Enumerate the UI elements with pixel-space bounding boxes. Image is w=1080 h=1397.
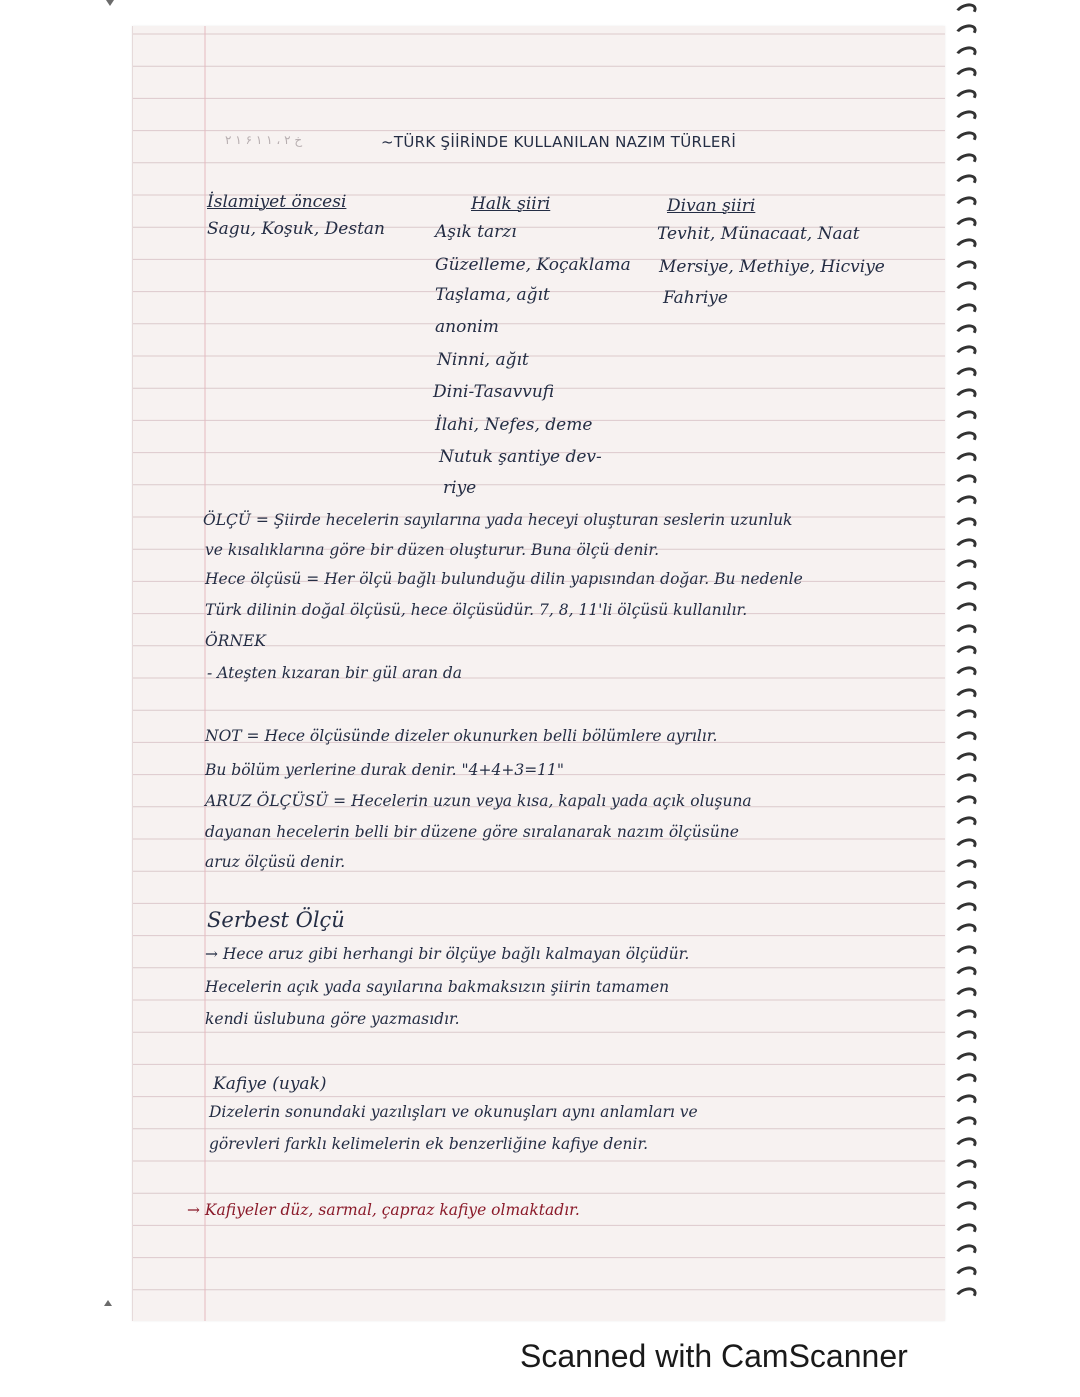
hece-olcusu-line: Hece ölçüsü = Her ölçü bağlı bulunduğu dilin yapısından doğar. Bu nedenle	[205, 570, 803, 588]
aruz-olcusu-line: ARUZ ÖLÇÜSÜ = Hecelerin uzun veya kısa, kapalı yada açık oluşuna	[205, 792, 752, 810]
binding-ring	[953, 1156, 978, 1177]
binding-ring	[953, 407, 978, 428]
binding-ring	[953, 215, 978, 236]
halk-item: Güzelleme, Koçaklama	[435, 255, 631, 275]
kafiye-line: görevleri farklı kelimelerin ek benzerliğine kafiye denir.	[209, 1135, 649, 1153]
binding-ring	[953, 1263, 978, 1284]
binding-ring	[953, 664, 978, 685]
binding-ring	[953, 1113, 978, 1134]
binding-ring	[953, 1220, 978, 1241]
camscanner-watermark: Scanned with CamScanner	[520, 1338, 908, 1374]
binding-ring	[953, 621, 978, 642]
notebook-page	[132, 26, 945, 1321]
halk-item: anonim	[435, 317, 499, 337]
hece-olcusu-line: Türk dilinin doğal ölçüsü, hece ölçüsüdür. 7, 8, 11'li ölçüsü kullanılır.	[205, 601, 748, 619]
binding-ring	[953, 942, 978, 963]
not-line: NOT = Hece ölçüsünde dizeler okunurken belli bölümlere ayrılır.	[205, 727, 718, 745]
binding-ring	[953, 899, 978, 920]
halk-item: Taşlama, ağıt	[435, 285, 550, 305]
binding-ring	[953, 129, 978, 150]
heading-halk-siiri: Halk şiiri	[471, 194, 551, 214]
binding-ring	[953, 22, 978, 43]
binding-ring	[953, 429, 978, 450]
binding-ring	[953, 728, 978, 749]
binding-ring	[953, 193, 978, 214]
binding-ring	[953, 172, 978, 193]
binding-ring	[953, 86, 978, 107]
scan-corner-mark	[106, 0, 114, 6]
binding-ring	[953, 685, 978, 706]
binding-ring	[953, 1049, 978, 1070]
islamiyet-item: Sagu, Koşuk, Destan	[207, 219, 386, 239]
binding-ring	[953, 279, 978, 300]
binding-ring	[953, 43, 978, 64]
binding-ring	[953, 557, 978, 578]
heading-islamiyet-oncesi: İslamiyet öncesi	[207, 192, 347, 212]
binding-ring	[953, 150, 978, 171]
spiral-binding	[955, 0, 985, 1310]
faint-bleed-text: خ ۲ ، ۱ ۱ ۶ ۱ ۲	[225, 133, 303, 147]
halk-item: riye	[443, 478, 477, 498]
binding-ring	[953, 514, 978, 535]
binding-ring	[953, 964, 978, 985]
binding-ring	[953, 236, 978, 257]
page-title: ~TÜRK ŞİİRİNDE KULLANILAN NAZIM TÜRLERİ	[381, 133, 737, 151]
divan-item: Fahriye	[663, 288, 728, 308]
kafiye-line: Dizelerin sonundaki yazılışları ve okunuşları aynı anlamları ve	[209, 1103, 698, 1121]
ornek-verse: - Ateşten kızaran bir gül aran da	[207, 664, 463, 682]
aruz-olcusu-line: aruz ölçüsü denir.	[205, 853, 346, 871]
binding-ring	[953, 1028, 978, 1049]
binding-ring	[953, 750, 978, 771]
binding-ring	[953, 493, 978, 514]
binding-ring	[953, 364, 978, 385]
halk-item: Aşık tarzı	[435, 222, 517, 242]
binding-ring	[953, 985, 978, 1006]
halk-item: Dini-Tasavvufi	[433, 382, 555, 402]
halk-item: Nutuk şantiye dev-	[439, 447, 602, 467]
binding-ring	[953, 471, 978, 492]
binding-ring	[953, 343, 978, 364]
halk-item: Ninni, ağıt	[437, 350, 529, 370]
binding-ring	[953, 643, 978, 664]
binding-ring	[953, 1071, 978, 1092]
binding-ring	[953, 386, 978, 407]
serbest-olcu-line: kendi üslubuna göre yazmasıdır.	[205, 1010, 460, 1028]
serbest-olcu-line: Hecelerin açık yada sayılarına bakmaksızın şiirin tamamen	[205, 978, 670, 996]
divan-item: Mersiye, Methiye, Hicviye	[659, 257, 885, 277]
binding-ring	[953, 792, 978, 813]
binding-ring	[953, 857, 978, 878]
binding-ring	[953, 921, 978, 942]
binding-ring	[953, 1, 978, 22]
binding-ring	[953, 578, 978, 599]
binding-ring	[953, 1242, 978, 1263]
binding-ring	[953, 536, 978, 557]
binding-ring	[953, 600, 978, 621]
binding-ring	[953, 1178, 978, 1199]
scan-corner-mark	[104, 1300, 112, 1306]
binding-ring	[953, 1092, 978, 1113]
heading-divan-siiri: Divan şiiri	[667, 196, 756, 216]
binding-ring	[953, 450, 978, 471]
binding-ring	[953, 1135, 978, 1156]
ornek-label: ÖRNEK	[205, 632, 266, 650]
binding-ring	[953, 1006, 978, 1027]
binding-ring	[953, 835, 978, 856]
olcu-definition-line: ÖLÇÜ = Şiirde hecelerin sayılarına yada heceyi oluşturan seslerin uzunluk	[203, 511, 793, 529]
binding-ring	[953, 1285, 978, 1306]
binding-ring	[953, 814, 978, 835]
olcu-definition-line: ve kısalıklarına göre bir düzen oluşturur. Buna ölçü denir.	[205, 541, 660, 559]
binding-ring	[953, 65, 978, 86]
serbest-olcu-line: → Hece aruz gibi herhangi bir ölçüye bağlı kalmayan ölçüdür.	[205, 945, 690, 963]
binding-ring	[953, 108, 978, 129]
kafiye-heading: Kafiye (uyak)	[213, 1074, 327, 1094]
serbest-olcu-heading: Serbest Ölçü	[207, 908, 345, 932]
binding-ring	[953, 257, 978, 278]
divan-item: Tevhit, Münacaat, Naat	[657, 224, 860, 244]
halk-item: İlahi, Nefes, deme	[435, 415, 593, 435]
not-line: Bu bölüm yerlerine durak denir. "4+4+3=11"	[205, 761, 565, 779]
binding-ring	[953, 707, 978, 728]
kafiye-types-note: → Kafiyeler düz, sarmal, çapraz kafiye olmaktadır.	[187, 1201, 580, 1219]
binding-ring	[953, 878, 978, 899]
binding-ring	[953, 300, 978, 321]
binding-ring	[953, 771, 978, 792]
binding-ring	[953, 1199, 978, 1220]
binding-ring	[953, 322, 978, 343]
aruz-olcusu-line: dayanan hecelerin belli bir düzene göre sıralanarak nazım ölçüsüne	[205, 823, 739, 841]
